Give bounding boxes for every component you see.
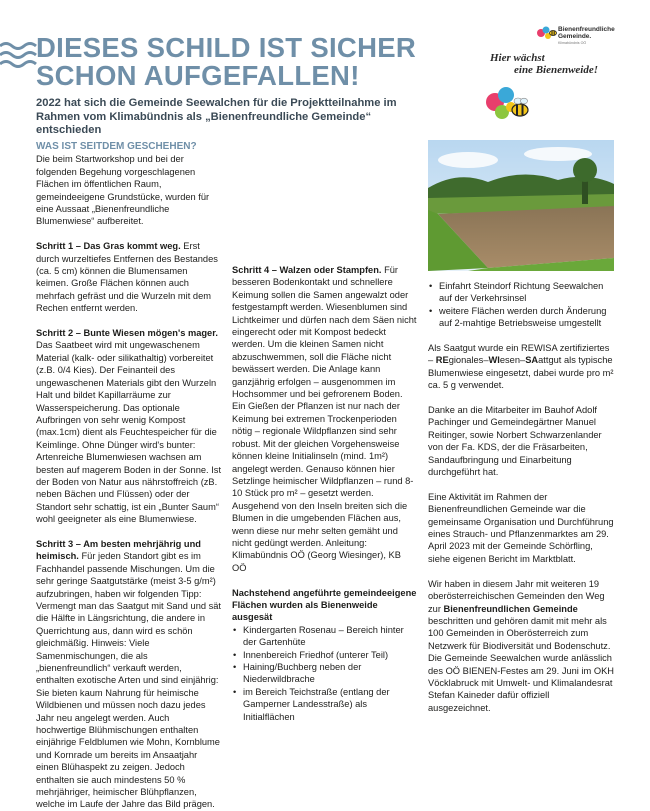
step3-text: Für jeden Standort gibt es im Fachhandel passende Mischungen. Um die sehr geringe Saatgutstärke (meist 3-5 g/m²) aufzubringen, haben wir folgenden Tipp: Vermengt man das Saatgut mit Sand und sät die Hälfte in Längsrichtung, die andere in Querrichtung aus, dann wird es schön gleichmäßig. Hinweis: Viele Samenmischungen, die als „bienenfreundlich“ verkauft werden, enthalten exotische Arten und sind einjährig: Sie bieten kaum Nahrung für heimische Wildbienen und müssen noch dazu jedes Jahr neu angelegt werden. Auch hochwertige Blühmischungen enthalten einjährige Feldblumen wie Mohn, Kornblume und Kornrade um bereits im Ansaatjahr einen Blühaspekt zu zeigen. Jedoch enthalten sie auch mindestens 50 % mehrjähriger, heimischer Blühpflanzen, welche im Laufe der Jahre das Bild prägen.: [36, 551, 222, 810]
intro-text: Die beim Startworkshop und bei der folgenden Begehung vorgeschlagenen Flächen im öffentlichen Raum, gemeindeeigene Grundstücke, wurden für eine Aussaat „Bienenfreundliche Blumenwiese“ aufbereitet.: [36, 154, 210, 227]
seed-sa: SA: [525, 355, 539, 366]
areas-title: Nachstehend angeführte gemeindeeigene Flächen wurden als Bienenweide ausgesät: [232, 587, 417, 623]
step2-title: Schritt 2 – Bunte Wiesen mögen's mager.: [36, 328, 218, 339]
meadow-photo: [428, 140, 614, 271]
list-item: • weitere Flächen werden durch Änderung auf 2-mahtige Betriebsweise umgestellt: [428, 305, 614, 330]
seed-text-2: gionales–: [448, 355, 489, 366]
step3-title: Schritt 3 – Am besten mehrjährig und heimisch.: [36, 538, 201, 562]
column-3: [428, 280, 614, 714]
thanks-paragraph: Danke an die Mitarbeiter im Bauhof Adolf Pachinger und Gemeindegärtner Manuel Reitinger, sowie Norbert Schwarzenlander von der Fa. KDS, der die Fräsarbeiten, Sandaufbringung und Einarbeitung durchgeführt hat.: [428, 405, 602, 478]
bienenweide-logo: [476, 20, 626, 132]
final-text-1: Wir haben in diesem Jahr mit weiteren 19 oberösterreichischen Gemeinden den Weg zur: [428, 578, 605, 614]
bee-flower-small-icon: [536, 24, 558, 42]
logo-brand-sub: Klimabündnis OÖ: [558, 41, 587, 45]
bee-flower-large-icon: [484, 82, 530, 128]
list-item: • im Bereich Teichstraße (entlang der Gamperner Landesstraße) als Initialflächen: [232, 686, 417, 723]
step4-text: Für besseren Bodenkontakt und schnellere Keimung sollen die Samen angewalzt oder festgestampft werden. Wiesenblumen sind Lichtkeimer und dürfen nach dem Säen nicht eingerecht oder mit Kompost bedeckt werden. Um die kleinen Samen nicht abzuschwemmen, soll die Fläche nicht bewässert werden. Die Anlage kann ganzjährig erfolgen – ausgenommen im Hochsommer und bei gefrorenem Boden. Ein Gießen der Pflanzen ist nur nach der Keimung bei extremen Trockenperioden nötig – regionale Wildpflanzen sind sehr robust. Mit der gleichen Vorgehensweise können kleine Initialinseln (mind. 1m²) angelegt werden. Genauso können hier Setzlinge heimischer Wildpflanzen – rund 8-10 Stück pro m² – gesetzt werden. Ausgehend von den Inseln breiten sich die Blumen in die umgebenden Flächen aus, wenn diese nur mehr selten gemäht und nicht gedüngt werden. Anleitung: Klimabündnis OÖ (Georg Wiesinger), KB OÖ: [232, 265, 417, 573]
seed-re: RE: [435, 355, 449, 366]
column-1: [36, 140, 222, 811]
seed-text-3: esen–: [499, 355, 526, 366]
list-item: • Einfahrt Steindorf Richtung Seewalchen auf der Verkehrsinsel: [428, 280, 614, 305]
list-item: • Haining/Buchberg neben der Niederwildbrache: [232, 661, 417, 686]
final-paragraph: [428, 578, 614, 714]
activity-paragraph: Eine Aktivität im Rahmen der Bienenfreundlichen Gemeinde war die gemeinsame Organisation und Durchführung eines Strauch- und Pflanzenmarktes am 29. April 2023 mit der Gemeinde Schörfling, siehe eigenen Bericht im Marktblatt.: [428, 491, 614, 564]
list-item: • Innenbereich Friedhof (unterer Teil): [232, 649, 417, 661]
subheadline: 2022 hat sich die Gemeinde Seewalchen für die Projektteilnahme im Rahmen vom Klimabündnis als „Bienenfreundliche Gemeinde“ entschieden: [36, 97, 397, 136]
section-title: WAS IST SEITDEM GESCHEHEN?: [36, 141, 197, 152]
column-2-spacer: [232, 140, 417, 264]
final-bold: Bienenfreundlichen Gemeinde: [443, 603, 578, 614]
headline: [36, 34, 456, 90]
waves-icon: [0, 40, 36, 74]
logo-slogan-line-1: Hier wächst: [490, 52, 545, 64]
step1-title: Schritt 1 – Das Gras kommt weg.: [36, 241, 181, 252]
areas-list: [232, 624, 417, 723]
step1-text: Erst durch wurzeltiefes Entfernen des Bestandes (ca. 5 cm) können die Blumensamen keimen. Große Flächen können auch mehrfach gefräst und die Wurzeln mit dem Rechen entfernt werden.: [36, 241, 218, 314]
list-item: • Kindergarten Rosenau – Bereich hinter der Gartenhüte: [232, 624, 417, 649]
logo-brand-line-2: Gemeinde.: [558, 33, 592, 40]
headline-line-1: DIESES SCHILD IST SICHER: [36, 32, 417, 63]
logo-brand-line-1: Bienenfreundliche: [558, 26, 615, 33]
seed-wi: WI: [488, 355, 500, 366]
logo-slogan-line-2: eine Bienenweide!: [514, 64, 599, 76]
seed-paragraph: [428, 342, 614, 392]
headline-line-2: SCHON AUFGEFALLEN!: [36, 60, 360, 91]
final-text-2: beschritten und gehören damit mit mehr als 100 Gemeinden in Oberösterreich zum Netzwerk für Biodiversität und Bodenschutz. Die Gemeinde Seewalchen wurde anlässlich des OÖ BIENEN-Festes am 29. Juni im OKH Vöcklabruck mit Umwelt- und Klimalandesrat Stefan Kaineder dafür offiziell ausgezeichnet.: [428, 615, 614, 713]
column-2: [232, 140, 417, 735]
logo-brand: [558, 26, 615, 40]
seed-text-4: attgut als typische Blumenwiese eingesetzt, dabei wurde pro m² ca. 5 g verwendet.: [428, 355, 614, 391]
step2-text: Das Saatbeet wird mit ungewaschenem Material (kalk- oder silikathaltig) vorbereitet (z.B. 0/4 Kies). Der Feinanteil des ungewaschenen Materials gibt den Wurzeln Halt und bildet Kapillarräume zur Wasserspeicherung. Das optionale Aufbringen von sehr wenig Kompost (max.1cm) dient als Feuchtespeicher für die Keimlinge. Ohne Dünger wird's bunter: Artenreiche Blumenwiesen wachsen am besten auf magerem Boden in der Sonne. Ist der Boden von Natur aus nährstoffreich (zB. neben Bächen und Flüssen) oder der Standort sehr schattig, ist ein „Bunter Saum“ wohl geeigneter als eine Blumenwiese.: [36, 340, 222, 525]
seed-text-1: Als Saatgut wurde ein REWISA zertifiziertes –: [428, 343, 610, 366]
areas-list-continued: [428, 280, 614, 330]
step4-title: Schritt 4 – Walzen oder Stampfen.: [232, 265, 382, 275]
